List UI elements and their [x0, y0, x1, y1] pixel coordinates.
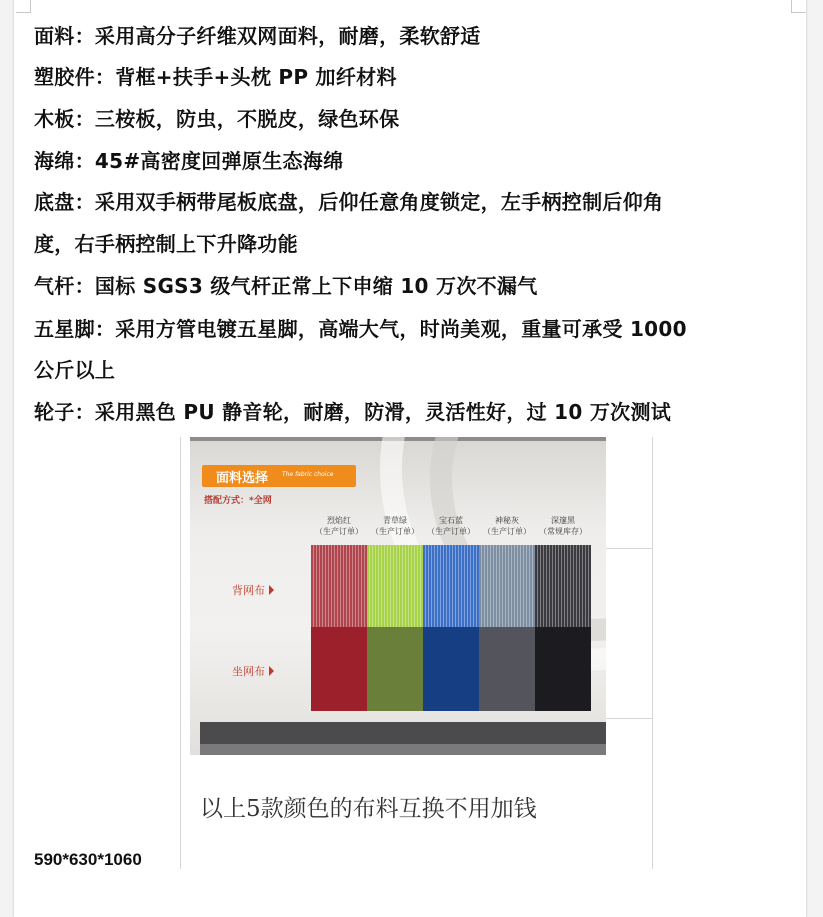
spec-line-sponge: 海绵：45#高密度回弹原生态海绵	[34, 149, 344, 173]
swatch-seat-mesh-1	[367, 627, 423, 711]
row-label-back: 背网布	[232, 582, 274, 598]
spec-line-fabric: 面料：采用高分子纤维双网面料，耐磨，柔软舒适	[34, 24, 481, 48]
swatch-seat-mesh-2	[423, 627, 479, 711]
swatch-note: （生产订单）	[427, 527, 475, 536]
swatch-header-1	[367, 515, 423, 537]
swatch-back-mesh-2	[423, 545, 479, 627]
swatch-name: 青草绿	[383, 516, 407, 525]
spec-line-chassis: 底盘：采用双手柄带尾板底盘，后仰任意角度锁定，左手柄控制后仰角	[34, 190, 664, 214]
swatch-header-0	[311, 515, 367, 537]
badge-title: 面料选择	[216, 471, 269, 486]
swatch-back-mesh-3	[479, 545, 535, 627]
image-frame-guide-right	[652, 437, 653, 869]
spec-line-wheels: 轮子：采用黑色 PU 静音轮，耐磨，防滑，灵活性好，过 10 万次测试	[34, 400, 672, 424]
image-frame-guide-top	[606, 548, 652, 549]
row-label-seat: 坐网布	[232, 663, 274, 679]
swatch-back-mesh-1	[367, 545, 423, 627]
badge-subtitle: The fabric choice	[282, 471, 334, 478]
swatch-name: 宝石蓝	[439, 516, 463, 525]
product-dimensions: 590*630*1060	[34, 850, 142, 869]
image-frame-guide-left	[180, 437, 181, 869]
image-floor-band	[200, 722, 606, 744]
swatch-note: （生产订单）	[483, 527, 531, 536]
swatch-back-mesh-0	[311, 545, 367, 627]
swatch-name: 神秘灰	[495, 516, 519, 525]
image-floor-band-lower	[200, 744, 606, 755]
swatch-seat-mesh-3	[479, 627, 535, 711]
spec-line-base-cont: 公斤以上	[34, 358, 116, 382]
spec-line-base: 五星脚：采用方管电镀五星脚，高端大气，时尚美观，重量可承受 1000	[34, 317, 687, 341]
spec-line-wood: 木板：三桉板，防虫，不脱皮，绿色环保	[34, 107, 400, 131]
swatch-name: 深邃黑	[551, 516, 575, 525]
spec-line-chassis-cont: 度，右手柄控制上下升降功能	[34, 232, 298, 256]
swatch-header-2	[423, 515, 479, 537]
margin-corner-mark-left	[16, 0, 31, 13]
spec-line-gas-lift: 气杆：国标 SGS3 级气杆正常上下申缩 10 万次不漏气	[34, 274, 538, 298]
swatch-header-3	[479, 515, 535, 537]
fabric-caption: 以上5款颜色的布料互换不用加钱	[200, 796, 537, 822]
swatch-name: 烈焰红	[327, 516, 351, 525]
swatch-note: （常规库存）	[539, 527, 587, 536]
swatch-note: （生产订单）	[371, 527, 419, 536]
spec-line-plastic: 塑胶件：背框+扶手+头枕 PP 加纤材料	[34, 65, 397, 89]
swatch-seat-mesh-4	[535, 627, 591, 711]
swatch-header-4	[535, 515, 591, 537]
swatch-back-mesh-4	[535, 545, 591, 627]
swatch-seat-mesh-0	[311, 627, 367, 711]
swatch-note: （生产订单）	[315, 527, 363, 536]
image-frame-guide-bottom	[606, 718, 652, 719]
fabric-choice-badge	[202, 465, 356, 487]
fabric-choice-image[interactable]	[190, 437, 606, 755]
document-page	[14, 0, 806, 917]
margin-corner-mark-right	[791, 0, 806, 13]
combo-label: 搭配方式：*全网	[204, 496, 272, 506]
